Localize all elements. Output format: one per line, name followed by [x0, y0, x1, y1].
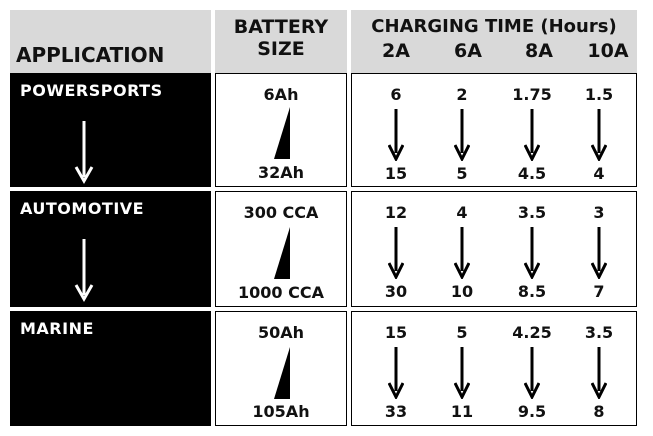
application-label-powersports: POWERSPORTS — [20, 81, 163, 100]
down-arrow-icon — [524, 109, 540, 161]
wedge-increase-icon — [274, 107, 290, 159]
down-arrow-icon — [388, 109, 404, 161]
time-max-automotive-6a: 10 — [450, 282, 474, 301]
header-current-6a: 6A — [454, 40, 482, 62]
header-battery-size-line1: BATTERY — [233, 16, 329, 38]
down-arrow-icon — [591, 109, 607, 161]
down-arrow-icon — [74, 121, 94, 185]
wedge-increase-icon — [274, 347, 290, 399]
rule-line — [351, 186, 637, 187]
header-charging-time: CHARGING TIME (Hours) — [371, 16, 617, 37]
size-min-marine: 50Ah — [257, 323, 305, 342]
rule-line — [215, 73, 347, 74]
time-min-powersports-2a: 6 — [390, 85, 402, 104]
row-powersports-size-cell — [215, 73, 347, 187]
header-battery-size-cell — [215, 10, 347, 73]
time-min-marine-10a: 3.5 — [584, 323, 614, 342]
header-battery-size-line2: SIZE — [257, 38, 305, 60]
size-max-powersports: 32Ah — [257, 163, 305, 182]
rule-line — [351, 311, 637, 312]
row-powersports-application-cell — [10, 73, 211, 187]
header-application: APPLICATION — [16, 43, 165, 67]
down-arrow-icon — [591, 347, 607, 399]
time-max-powersports-8a: 4.5 — [517, 164, 547, 183]
time-max-automotive-2a: 30 — [384, 282, 408, 301]
row-marine-application-cell — [10, 311, 211, 426]
time-max-marine-6a: 11 — [450, 402, 474, 421]
rule-line — [215, 306, 347, 307]
time-min-marine-6a: 5 — [456, 323, 468, 342]
down-arrow-icon — [388, 347, 404, 399]
size-min-powersports: 6Ah — [263, 85, 299, 104]
time-max-powersports-10a: 4 — [593, 164, 605, 183]
rule-line — [215, 186, 347, 187]
down-arrow-icon — [454, 227, 470, 279]
row-automotive-size-cell — [215, 191, 347, 307]
application-label-automotive: AUTOMOTIVE — [20, 199, 145, 218]
time-min-automotive-6a: 4 — [456, 203, 468, 222]
time-max-automotive-8a: 8.5 — [517, 282, 547, 301]
time-max-marine-10a: 8 — [593, 402, 605, 421]
down-arrow-icon — [454, 347, 470, 399]
time-min-powersports-10a: 1.5 — [584, 85, 614, 104]
header-application-cell — [10, 10, 211, 73]
row-marine-size-cell — [215, 311, 347, 426]
time-max-powersports-6a: 5 — [456, 164, 468, 183]
time-max-automotive-10a: 7 — [593, 282, 605, 301]
time-max-marine-8a: 9.5 — [517, 402, 547, 421]
down-arrow-icon — [74, 239, 94, 303]
wedge-increase-icon — [274, 227, 290, 279]
size-max-automotive: 1000 CCA — [238, 283, 324, 302]
rule-line — [351, 191, 637, 192]
rule-line — [351, 73, 637, 74]
header-current-10a: 10A — [587, 40, 629, 62]
size-min-automotive: 300 CCA — [243, 203, 319, 222]
down-arrow-icon — [524, 227, 540, 279]
time-min-automotive-10a: 3 — [593, 203, 605, 222]
down-arrow-icon — [591, 227, 607, 279]
rule-line — [215, 311, 347, 312]
time-min-powersports-6a: 2 — [456, 85, 468, 104]
time-min-marine-2a: 15 — [384, 323, 408, 342]
row-automotive-application-cell — [10, 191, 211, 307]
size-max-marine: 105Ah — [252, 402, 310, 421]
header-current-2a: 2A — [382, 40, 410, 62]
rule-line — [215, 191, 347, 192]
charging-table — [10, 10, 637, 426]
header-charging-time-cell — [351, 10, 637, 73]
time-max-powersports-2a: 15 — [384, 164, 408, 183]
time-min-powersports-8a: 1.75 — [512, 85, 552, 104]
rule-line — [351, 306, 637, 307]
down-arrow-icon — [388, 227, 404, 279]
application-label-marine: MARINE — [20, 319, 94, 338]
down-arrow-icon — [454, 109, 470, 161]
time-min-automotive-2a: 12 — [384, 203, 408, 222]
time-min-automotive-8a: 3.5 — [517, 203, 547, 222]
down-arrow-icon — [524, 347, 540, 399]
header-current-8a: 8A — [525, 40, 553, 62]
time-max-marine-2a: 33 — [384, 402, 408, 421]
time-min-marine-8a: 4.25 — [512, 323, 552, 342]
